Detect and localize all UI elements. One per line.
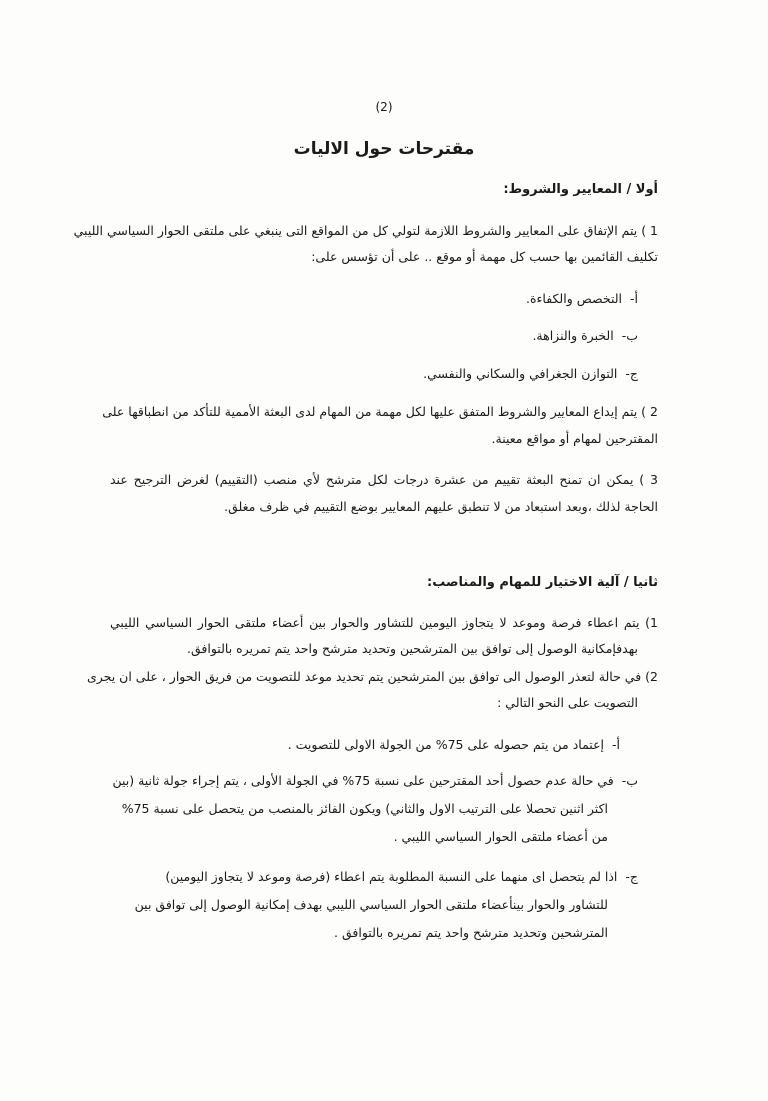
s1-item3-line2: الحاجة لذلك ،وبعد استبعاد من لا تنطبق عليهم المعايير بوضع التقييم في ظرف مغلق. <box>224 499 658 514</box>
s2-sub-c-text1: اذا لم يتحصل اى منهما على النسبة المطلوبة يتم اعطاء (فرصة وموعد لا يتجاوز اليومين) <box>165 869 618 884</box>
s2-sub-a-text: إعتماد من يتم حصوله على 75% من الجولة الاولى للتصويت . <box>287 737 605 752</box>
s2-sub-b-marker: ب- <box>621 773 638 788</box>
s2-sub-c-line3: المترشحين وتحديد مترشح واحد يتم تمريره بالتوافق . <box>334 925 608 940</box>
s2-sub-c-line2: للتشاور والحوار بينأعضاء ملتقى الحوار السياسي الليبي بهدف إمكانية الوصول إلى توافق بين <box>134 897 608 912</box>
s1-sub-c-text: التوازن الجغرافي والسكاني والنفسي. <box>423 366 618 381</box>
s2-sub-a-marker: أ- <box>612 737 620 752</box>
page-number: (2) <box>375 100 393 114</box>
s2-item2-line1: 2) في حالة لتعذر الوصول الى توافق بين المترشحين يتم تحديد موعد للتصويت من فريق الحوار ، على ان يجرى <box>86 669 658 684</box>
section1-heading: أولا / المعايير والشروط: <box>503 182 658 197</box>
section2-heading: ثانيا / آلية الاختيار للمهام والمناصب: <box>427 575 658 590</box>
s2-sub-b-line3: من أعضاء ملتقى الحوار السياسي الليبي . <box>393 829 608 844</box>
s1-sub-b-marker: ب- <box>621 328 638 343</box>
s2-sub-c-line1 <box>165 869 638 884</box>
s2-sub-c-marker: ج- <box>625 869 638 884</box>
s2-sub-b-line1 <box>112 773 638 788</box>
s1-item2-line2: المقترحين لمهام أو مواقع معينة. <box>491 431 658 446</box>
s2-item1-line2: بهدفإمكانية الوصول إلى توافق بين المترشحين وتحديد مترشح واحد يتم تمريره بالتوافق. <box>187 641 638 656</box>
s1-item1-line1: 1 ) يتم الإتفاق على المعايير والشروط اللازمة لتولي كل من المواقع التى ينبغي على ملتقى الحوار السياسي الليبي <box>73 223 658 238</box>
s1-item3-line1: 3 ) يمكن ان تمنح البعثة تقييم من عشرة درجات لكل مترشح لأي منصب (التقييم) لغرض الترجيح عند <box>110 472 658 487</box>
s2-item2-line2: التصويت على النحو التالي : <box>497 695 638 710</box>
s1-sub-a-text: التخصص والكفاءة. <box>526 291 623 306</box>
s1-sub-b-text: الخبرة والنزاهة. <box>532 328 614 343</box>
page-title: مقترحات حول الاليات <box>293 139 475 159</box>
s1-item1-line2: تكليف القائمين بها حسب كل مهمة أو موقع .. على أن تؤسس على: <box>311 249 658 264</box>
s1-item2-line1: 2 ) يتم إيداع المعايير والشروط المتفق عليها لكل مهمة من المهام لدى البعثة الأممية للتأكد من انطباقها على <box>102 404 658 419</box>
s2-sub-b-text1: في حالة عدم حصول أحد المقترحين على نسبة 75% في الجولة الأولى ، يتم إجراء جولة ثانية (بين <box>112 773 614 788</box>
s1-sub-a-marker: أ- <box>630 291 638 306</box>
s1-sub-a <box>526 291 638 306</box>
s2-item1-line1: 1) يتم اعطاء فرصة وموعد لا يتجاوز اليومين للتشاور والحوار بين أعضاء ملتقى الحوار السياسي الليبي <box>110 615 658 630</box>
s1-sub-b <box>532 328 638 343</box>
s1-sub-c-marker: ج- <box>625 366 638 381</box>
s2-sub-a <box>288 737 620 752</box>
s2-sub-b-line2: اكثر اثنين تحصلا على الترتيب الاول والثاني) ويكون الفائز بالمنصب من يتحصل على نسبة 75% <box>121 801 608 816</box>
s1-sub-c <box>423 366 638 381</box>
